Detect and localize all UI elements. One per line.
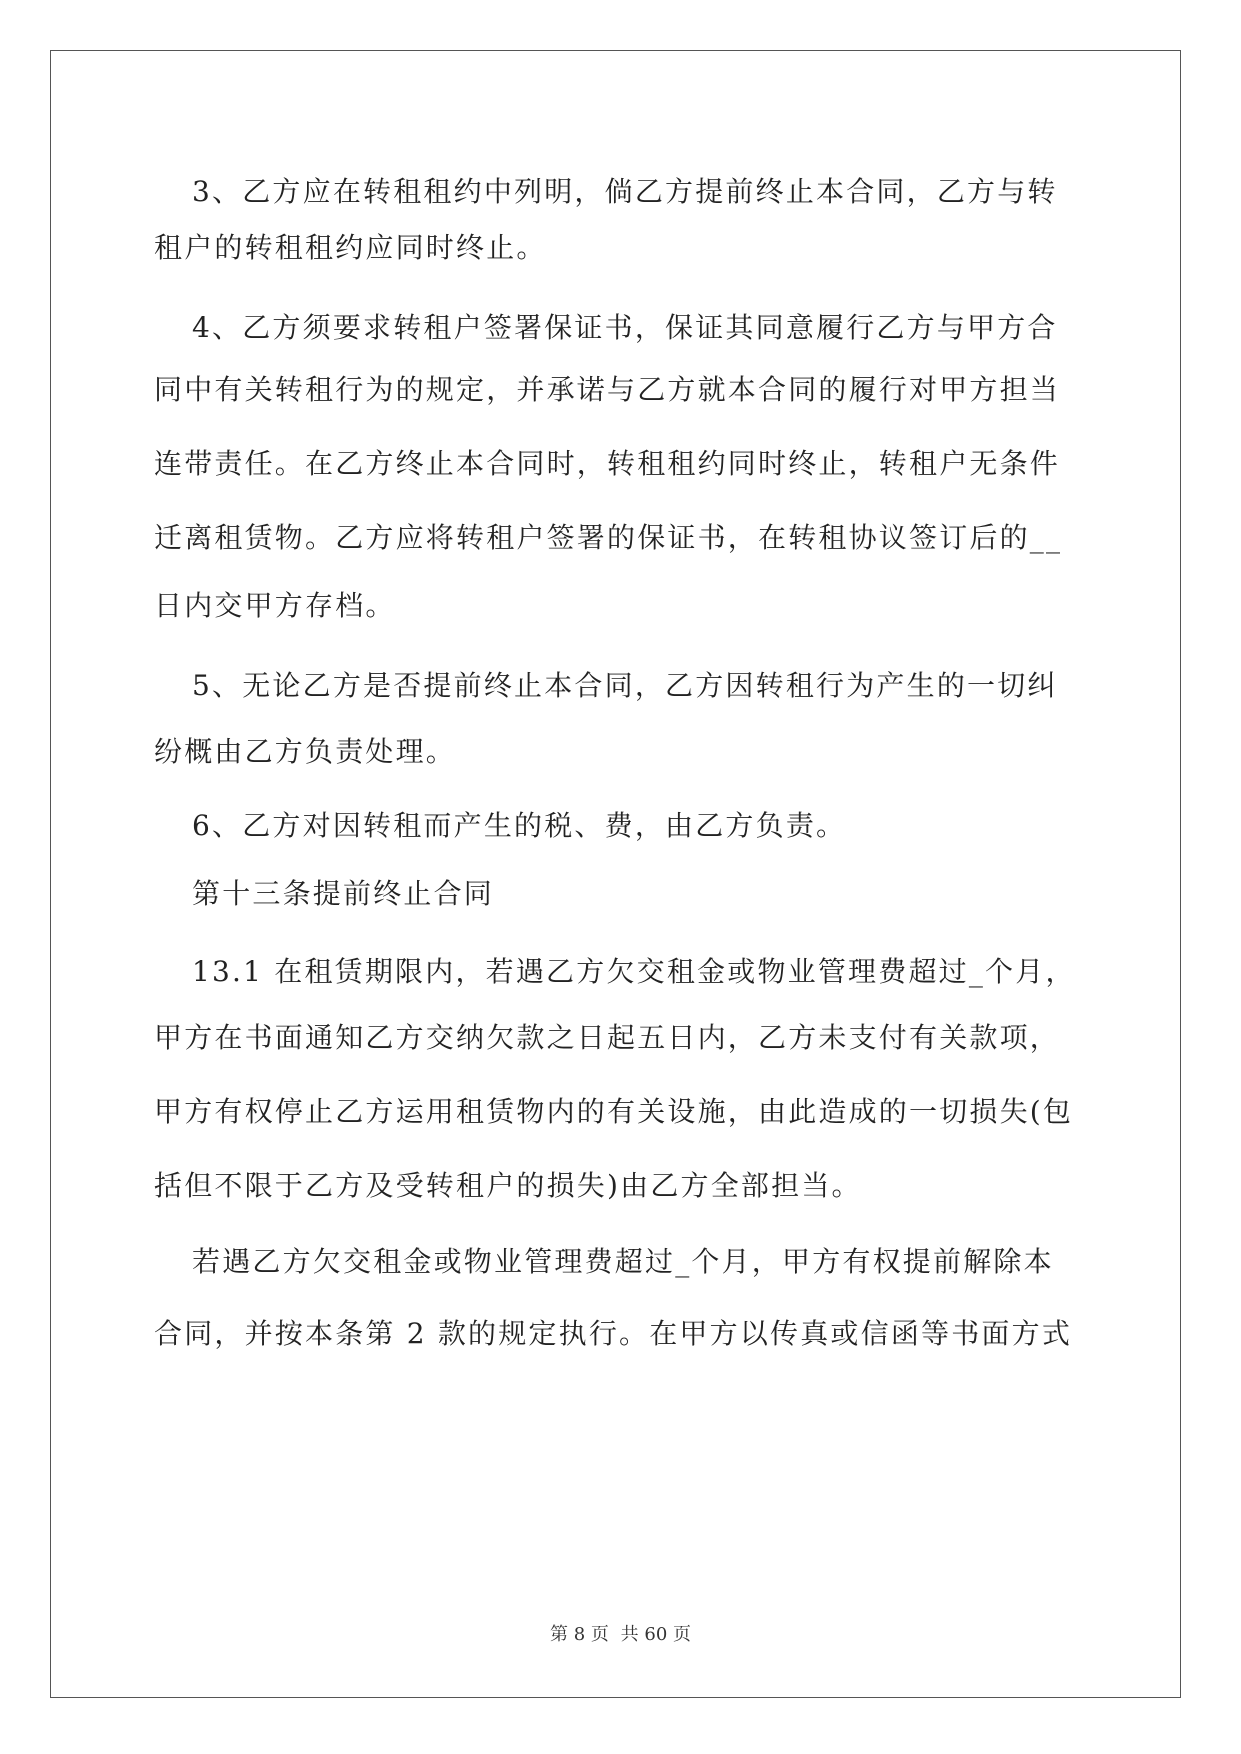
paragraph-line: 纷概由乙方负责处理。 (154, 735, 457, 768)
page-border (50, 50, 1181, 1698)
paragraph-line: 括但不限于乙方及受转租户的损失)由乙方全部担当。 (154, 1169, 862, 1202)
paragraph-line: 连带责任。在乙方终止本合同时，转租租约同时终止，转租户无条件 (154, 447, 1061, 480)
page-total: 共 60 页 (620, 1624, 691, 1645)
paragraph-line: 甲方有权停止乙方运用租赁物内的有关设施，由此造成的一切损失(包 (154, 1095, 1074, 1128)
paragraph-line: 13.1 在租赁期限内，若遇乙方欠交租金或物业管理费超过_个月， (192, 955, 1076, 988)
paragraph-line: 迁离租赁物。乙方应将转租户签署的保证书，在转租协议签订后的__ (154, 521, 1063, 554)
paragraph-line: 租户的转租租约应同时终止。 (154, 231, 547, 264)
paragraph-line: 合同，并按本条第 2 款的规定执行。在甲方以传真或信函等书面方式 (154, 1317, 1073, 1350)
paragraph-line: 6、乙方对因转租而产生的税、费，由乙方负责。 (192, 809, 847, 842)
section-heading: 第十三条提前终止合同 (192, 877, 495, 910)
paragraph-line: 若遇乙方欠交租金或物业管理费超过_个月，甲方有权提前解除本 (192, 1245, 1054, 1278)
page-footer (0, 1620, 1241, 1646)
paragraph-line: 甲方在书面通知乙方交纳欠款之日起五日内，乙方未支付有关款项， (154, 1021, 1061, 1054)
paragraph-line: 同中有关转租行为的规定，并承诺与乙方就本合同的履行对甲方担当 (154, 373, 1061, 406)
paragraph-line: 5、无论乙方是否提前终止本合同，乙方因转租行为产生的一切纠 (192, 669, 1058, 702)
paragraph-line: 日内交甲方存档。 (154, 589, 396, 622)
paragraph-line: 4、乙方须要求转租户签署保证书，保证其同意履行乙方与甲方合 (192, 311, 1058, 344)
paragraph-line: 3、乙方应在转租租约中列明，倘乙方提前终止本合同，乙方与转 (192, 175, 1058, 208)
page-number: 第 8 页 (550, 1624, 609, 1645)
